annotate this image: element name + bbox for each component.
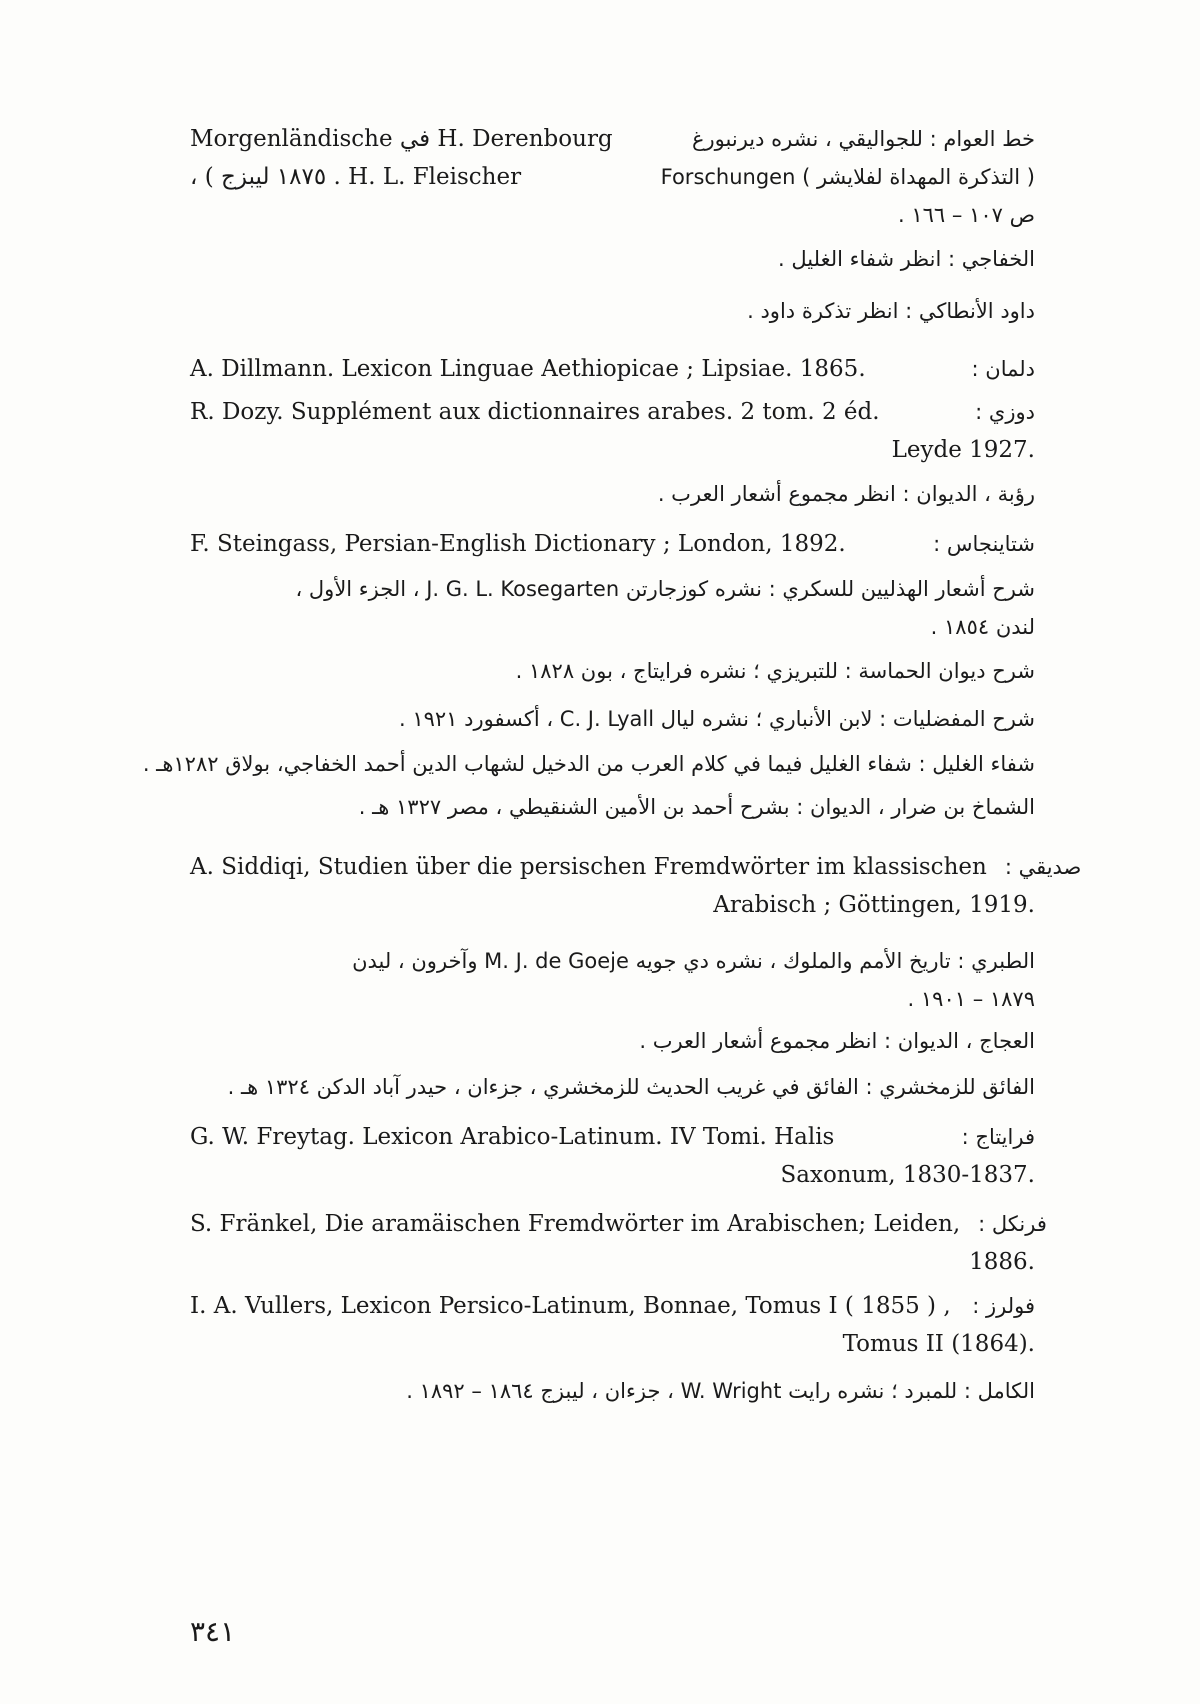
latin-citation: R. Dozy. Supplément aux dictionnaires arabes. 2 tom. 2 éd. [190, 399, 880, 425]
entry-line [190, 848, 1082, 886]
latin-citation: F. Steingass, Persian-English Dictionary ; London, 1892. [190, 531, 846, 557]
bibliography-entry [190, 1068, 1035, 1106]
arabic-headword: دلمان : [971, 357, 1035, 381]
bibliography-entry [190, 120, 1035, 234]
bibliography-entry [190, 1287, 1035, 1363]
entry-line [190, 393, 1035, 431]
arabic-headword: ( التذكرة المهداة لفلايشر ) Forschungen [660, 165, 1035, 189]
arabic-entry-line: شفاء الغليل : شفاء الغليل فيما في كلام العرب من الدخيل لشهاب الدين أحمد الخفاجي، بولاق ١٢٨٢هـ . [142, 752, 1035, 776]
bibliography-entry [190, 1118, 1035, 1194]
arabic-entry-line: الشماخ بن ضرار ، الديوان : بشرح أحمد بن الأمين الشنقيطي ، مصر ١٣٢٧ هـ . [358, 795, 1035, 819]
continuation-line: Saxonum, 1830-1837. [780, 1162, 1035, 1188]
entry-line [190, 1205, 1047, 1243]
entry-line [190, 1287, 1035, 1325]
bibliography-entry [190, 1022, 1035, 1060]
arabic-headword: شتاينجاس : [933, 532, 1035, 556]
bibliography-entry [190, 350, 1035, 388]
latin-citation: ، ( ١٨٧٥ ليبزج . H. L. Fleischer [190, 164, 522, 190]
bibliography-entry [190, 570, 1035, 646]
page-number: ٣٤١ [190, 1615, 236, 1648]
arabic-entry-line: رؤبة ، الديوان : انظر مجموع أشعار العرب . [657, 482, 1035, 506]
bibliography-entry [190, 788, 1035, 826]
bibliography-entry [190, 652, 1035, 690]
entry-line [190, 525, 1035, 563]
arabic-headword: صديقي : [1004, 855, 1082, 879]
arabic-entry-line: الفائق للزمخشري : الفائق في غريب الحديث للزمخشري ، جزءان ، حيدر آباد الدكن ١٣٢٤ هـ . [227, 1075, 1035, 1099]
arabic-entry-line: الكامل : للمبرد ؛ نشره رايت W. Wright ، جزءان ، ليبزج ١٨٦٤ – ١٨٩٢ . [406, 1379, 1035, 1403]
entry-line [190, 158, 1035, 196]
arabic-headword: فرايتاج : [961, 1125, 1035, 1149]
entry-line [190, 1118, 1035, 1156]
bibliography-entry [190, 292, 1035, 330]
arabic-headword: دوزي : [975, 400, 1035, 424]
arabic-entry-line: العجاج ، الديوان : انظر مجموع أشعار العرب . [639, 1029, 1035, 1053]
arabic-headword: فولرز : [972, 1294, 1035, 1318]
arabic-entry-line: ١٨٧٩ – ١٩٠١ . [907, 987, 1035, 1011]
continuation-line: Leyde 1927. [891, 437, 1035, 463]
bibliography-entry [190, 942, 1035, 1018]
arabic-entry-line: الخفاجي : انظر شفاء الغليل . [778, 247, 1035, 271]
latin-citation: A. Siddiqi, Studien über die persischen Fremdwörter im klassischen [190, 854, 987, 880]
arabic-entry-line: شرح المفضليات : لابن الأنباري ؛ نشره ليال C. J. Lyall ، أكسفورد ١٩٢١ . [398, 707, 1035, 731]
continuation-line: 1886. [969, 1249, 1035, 1275]
arabic-entry-line: الطبري : تاريخ الأمم والملوك ، نشره دي جويه M. J. de Goeje وآخرون ، ليدن [352, 949, 1035, 973]
bibliography-entry [190, 393, 1035, 469]
bibliography-entry [190, 1372, 1035, 1410]
continuation-line: Arabisch ; Göttingen, 1919. [713, 892, 1035, 918]
arabic-entry-line: داود الأنطاكي : انظر تذكرة داود . [747, 299, 1035, 323]
arabic-headword: خط العوام : للجواليقي ، نشره ديرنبورغ [692, 127, 1035, 151]
latin-citation: I. A. Vullers, Lexicon Persico-Latinum, Bonnae, Tomus I ( 1855 ) , [190, 1293, 951, 1319]
bibliography-entry [190, 1205, 1047, 1281]
bibliography-entry [142, 745, 1035, 783]
entry-line [190, 350, 1035, 388]
entry-line [190, 120, 1035, 158]
latin-citation: Morgenländische في H. Derenbourg [190, 126, 613, 152]
bibliography-entry [190, 525, 1035, 563]
arabic-entry-line: ص ١٠٧ – ١٦٦ . [898, 203, 1035, 227]
latin-citation: G. W. Freytag. Lexicon Arabico-Latinum. IV Tomi. Halis [190, 1124, 835, 1150]
bibliography-entry [190, 475, 1035, 513]
bibliography-entry [190, 240, 1035, 278]
bibliography-entry [190, 700, 1035, 738]
latin-citation: S. Fränkel, Die aramäischen Fremdwörter im Arabischen; Leiden, [190, 1211, 961, 1237]
arabic-headword: فرنكل : [978, 1212, 1047, 1236]
latin-citation: A. Dillmann. Lexicon Linguae Aethiopicae ; Lipsiae. 1865. [190, 356, 866, 382]
continuation-line: Tomus II (1864). [842, 1331, 1035, 1357]
arabic-entry-line: لندن ١٨٥٤ . [930, 615, 1035, 639]
bibliography-entry [190, 848, 1082, 924]
arabic-entry-line: شرح أشعار الهذليين للسكري : نشره كوزجارتن J. G. L. Kosegarten ، الجزء الأول ، [295, 577, 1035, 601]
arabic-entry-line: شرح ديوان الحماسة : للتبريزي ؛ نشره فرايتاج ، بون ١٨٢٨ . [515, 659, 1035, 683]
